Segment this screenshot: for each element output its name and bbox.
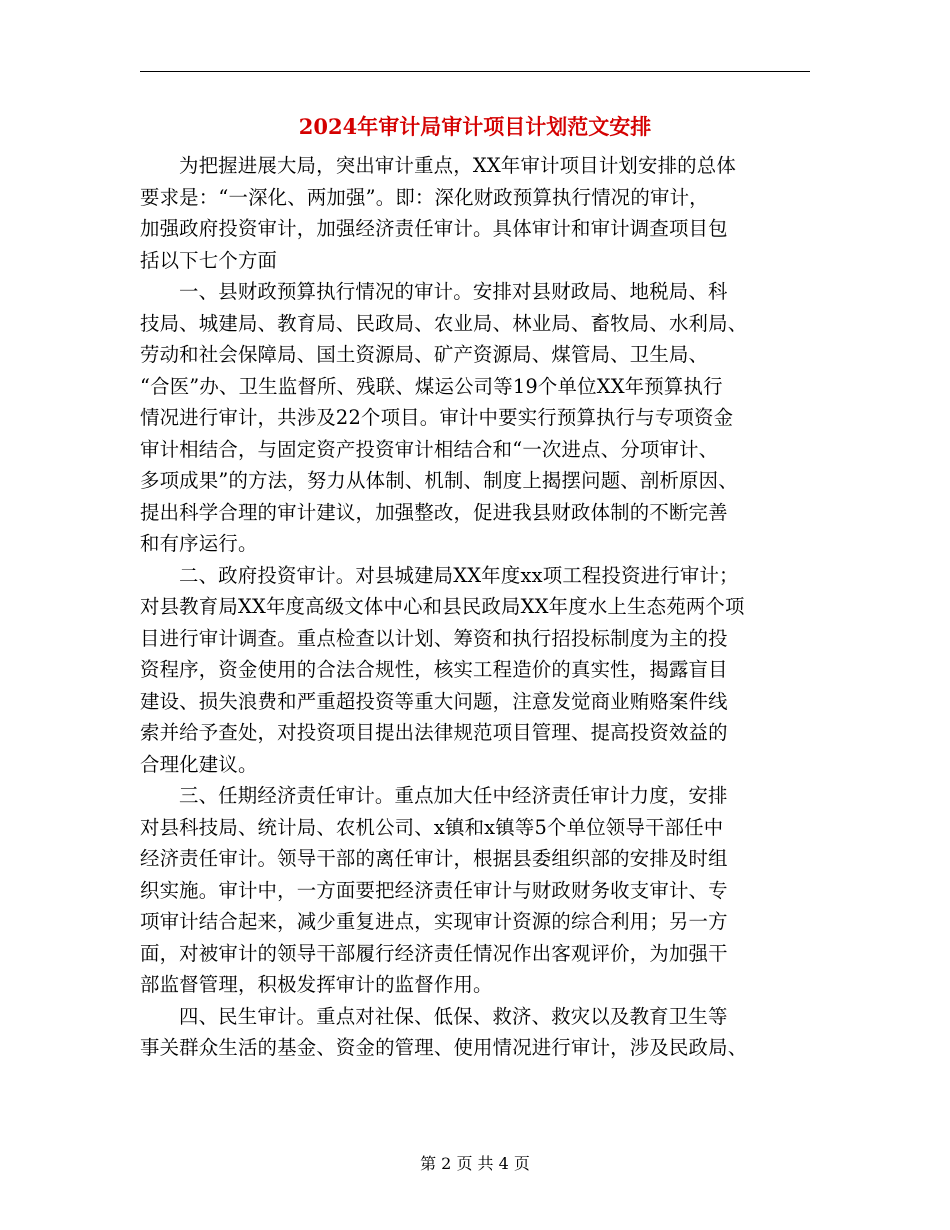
page-number-footer: 第 2 页 共 4 页 [420, 1154, 530, 1173]
paragraph-livelihood-audit [140, 1001, 804, 1064]
text-line: 括以下七个方面 [140, 248, 278, 272]
text-line: “合医”办、卫生监督所、残联、煤运公司等19个单位XX年预算执行 [140, 374, 723, 398]
text-line: 和有序运行。 [140, 532, 258, 555]
text-line: 一、县财政预算执行情况的审计。安排对县财政局、地税局、科 [179, 280, 728, 303]
text-line: 要求是：“一深化、两加强”。即：深化财政预算执行情况的审计， [140, 185, 709, 209]
text-line: 项审计结合起来，减少重复进点，实现审计资源的综合利用；另一方 [140, 910, 728, 933]
text-line: 部监督管理，积极发挥审计的监督作用。 [140, 973, 493, 996]
text-line: 提出科学合理的审计建议，加强整改，促进我县财政体制的不断完善 [140, 500, 728, 524]
text-line: 织实施。审计中，一方面要把经济责任审计与财政财务收支审计、专 [140, 878, 728, 902]
text-line: 经济责任审计。领导干部的离任审计，根据县委组织部的安排及时组 [140, 847, 728, 870]
paragraph-intro [140, 150, 804, 276]
text-line: 为把握进展大局，突出审计重点，XX年审计项目计划安排的总体 [179, 154, 736, 177]
paragraph-responsibility-audit [140, 780, 804, 1001]
paragraph-budget-audit [140, 276, 804, 560]
document-title: 2024年审计局审计项目计划范文安排 [298, 114, 652, 139]
text-line: 情况进行审计，共涉及22个项目。审计中要实行预算执行与专项资金 [140, 406, 734, 429]
text-line: 三、任期经济责任审计。重点加大任中经济责任审计力度，安排 [179, 784, 728, 807]
paragraph-investment-audit [140, 560, 804, 781]
text-line: 建设、损失浪费和严重超投资等重大问题，注意发觉商业贿赂案件线 [140, 689, 728, 713]
text-line: 合理化建议。 [140, 752, 258, 776]
text-line: 加强政府投资审计，加强经济责任审计。具体审计和审计调查项目包 [140, 217, 728, 240]
text-line: 对县科技局、统计局、农机公司、x镇和x镇等5个单位领导干部任中 [140, 815, 724, 839]
text-line: 四、民生审计。重点对社保、低保、救济、救灾以及教育卫生等 [179, 1004, 728, 1028]
text-line: 二、政府投资审计。对县城建局XX年度xx项工程投资进行审计； [179, 563, 739, 587]
text-line: 审计相结合，与固定资产投资审计相结合和“一次进点、分项审计、 [140, 437, 719, 461]
text-line: 多项成果”的方法，努力从体制、机制、制度上揭摆问题、剖析原因、 [140, 469, 738, 492]
text-line: 资程序，资金使用的合法合规性，核实工程造价的真实性，揭露盲目 [140, 658, 728, 681]
text-line: 索并给予查处，对投资项目提出法律规范项目管理、提高投资效益的 [140, 721, 728, 744]
text-line: 技局、城建局、教育局、民政局、农业局、林业局、畜牧局、水利局、 [140, 311, 748, 335]
text-line: 目进行审计调查。重点检查以计划、筹资和执行招投标制度为主的投 [140, 626, 728, 650]
text-line: 事关群众生活的基金、资金的管理、使用情况进行审计，涉及民政局、 [140, 1036, 748, 1059]
text-line: 对县教育局XX年度高级文体中心和县民政局XX年度水上生态苑两个项 [140, 595, 745, 618]
header-rule [140, 71, 810, 72]
text-line: 劳动和社会保障局、国土资源局、矿产资源局、煤管局、卫生局、 [140, 343, 709, 366]
document-body [140, 150, 804, 1064]
text-line: 面，对被审计的领导干部履行经济责任情况作出客观评价，为加强干 [140, 941, 728, 965]
